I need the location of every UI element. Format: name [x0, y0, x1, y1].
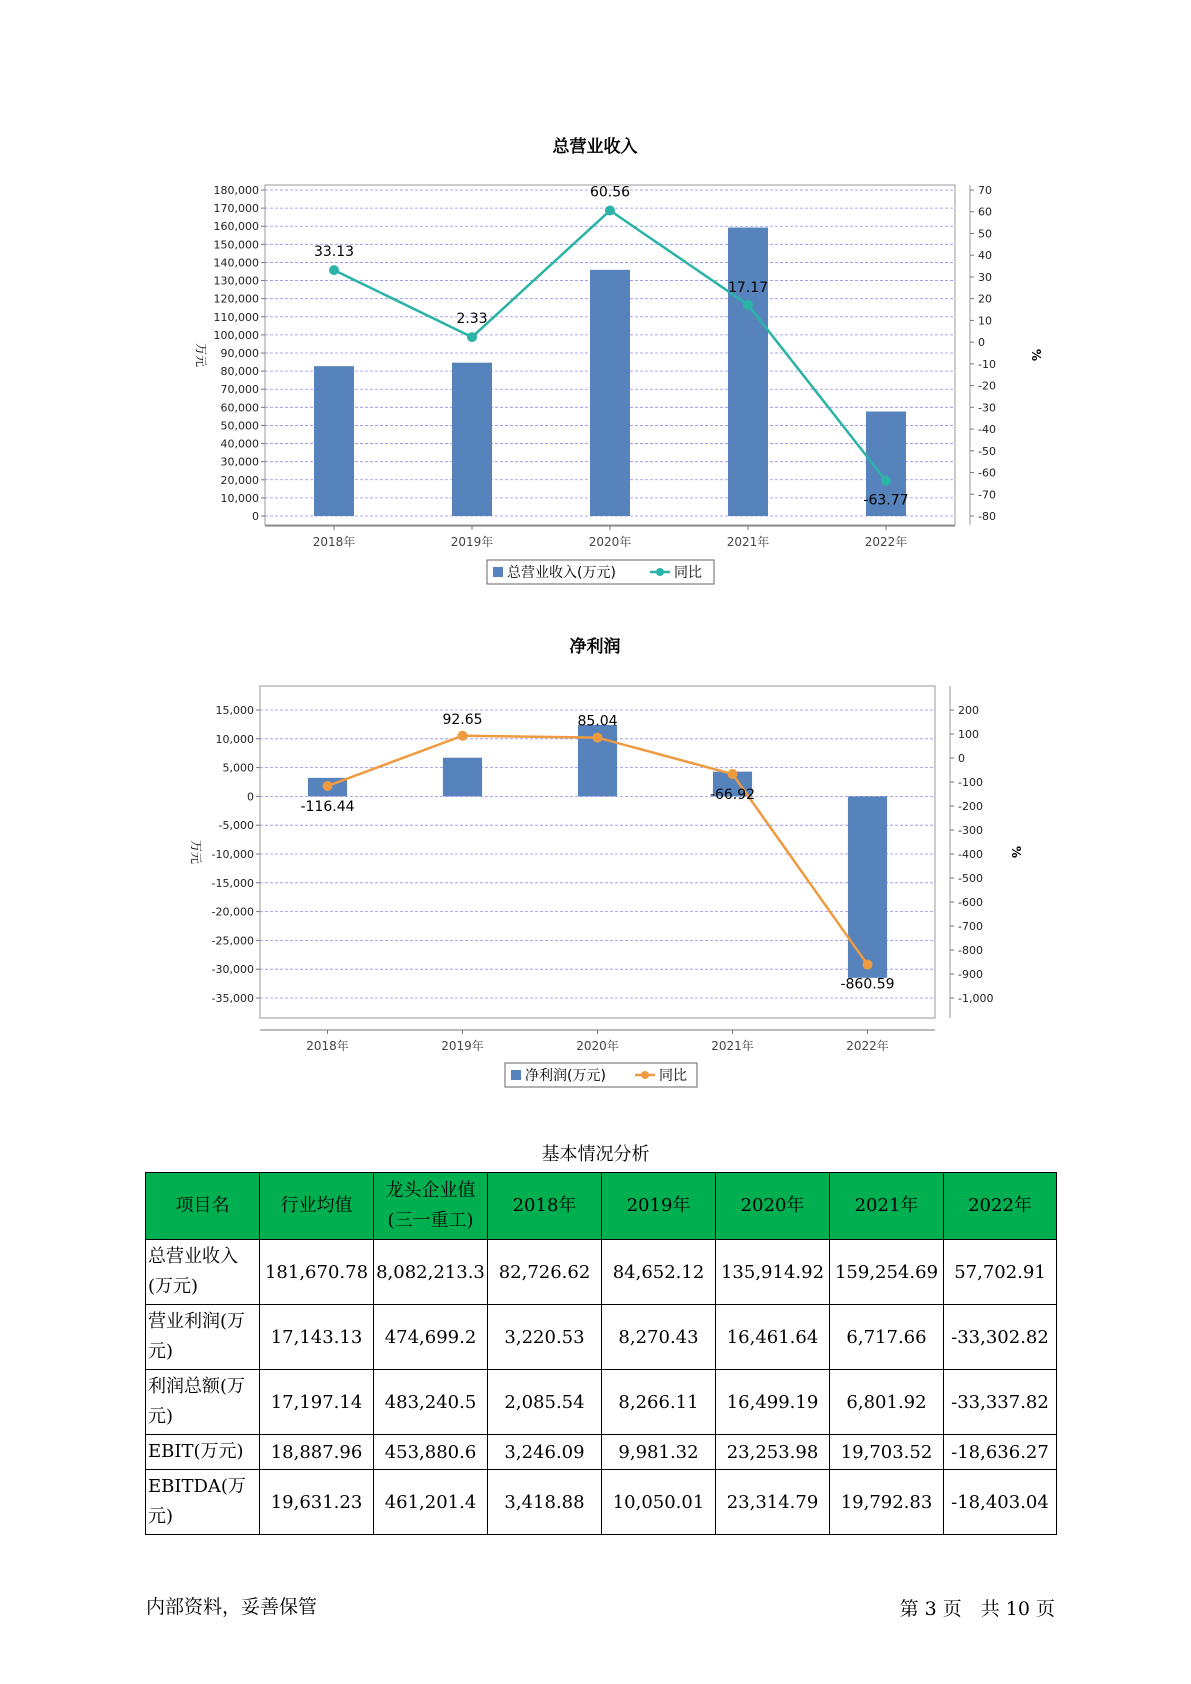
revenue-chart: [0, 130, 1191, 600]
table-cell: 19,703.52: [830, 1435, 944, 1470]
table-cell: -18,636.27: [944, 1435, 1057, 1470]
right-tick-label: 100: [958, 728, 979, 741]
yoy-data-label: 92.65: [442, 711, 483, 728]
table-header-cell: 龙头企业值(三一重工): [374, 1173, 488, 1240]
right-tick-label: -20: [978, 379, 996, 393]
table-row: [146, 1240, 1057, 1305]
yoy-point: [743, 300, 753, 310]
yoy-point: [467, 332, 477, 342]
table-cell: 8,270.43: [602, 1305, 716, 1370]
left-tick-label: -5,000: [218, 819, 254, 833]
legend-line-label: 同比: [659, 1068, 687, 1084]
right-tick-label: 40: [978, 249, 992, 263]
chart-title: 总营业收入: [552, 137, 638, 157]
x-tick-label: 2021年: [711, 1039, 754, 1053]
table-cell: 16,499.19: [716, 1370, 830, 1435]
right-tick-label: -700: [958, 920, 983, 933]
yoy-data-label: 2.33: [456, 311, 488, 328]
table-cell: -33,302.82: [944, 1305, 1057, 1370]
left-tick-label: -20,000: [211, 905, 254, 919]
right-tick-label: -60: [978, 466, 996, 480]
left-tick-label: 170,000: [213, 202, 259, 216]
table-row-name: EBIT(万元): [146, 1435, 260, 1470]
right-tick-label: -30: [978, 401, 996, 415]
table-cell: 23,314.79: [716, 1470, 830, 1535]
x-tick-label: 2019年: [441, 1039, 484, 1053]
right-tick-label: -40: [978, 423, 996, 437]
table-header-cell: 2020年: [716, 1173, 830, 1240]
table-header-row: [146, 1173, 1057, 1240]
analysis-table: [145, 1172, 1057, 1535]
yoy-point: [881, 476, 891, 486]
table-header-cell: 2018年: [488, 1173, 602, 1240]
yoy-data-label: -116.44: [300, 798, 355, 815]
yoy-data-label: 60.56: [589, 184, 631, 201]
left-tick-label: 120,000: [213, 292, 259, 306]
bar: [314, 366, 354, 516]
x-tick-label: 2022年: [864, 535, 908, 549]
right-tick-label: -400: [958, 848, 983, 861]
left-tick-label: 15,000: [215, 704, 254, 717]
left-tick-label: 90,000: [220, 347, 259, 360]
table-row-name: EBITDA(万元): [146, 1470, 260, 1535]
right-tick-label: -50: [978, 444, 996, 458]
left-tick-label: -25,000: [211, 934, 254, 948]
right-tick-label: 70: [978, 184, 992, 197]
right-tick-label: -800: [958, 944, 983, 957]
table-cell: 84,652.12: [602, 1240, 716, 1305]
left-tick-label: -10,000: [211, 848, 254, 861]
table-cell: 6,801.92: [830, 1370, 944, 1435]
bar: [452, 363, 492, 516]
table-cell: 135,914.92: [716, 1240, 830, 1305]
table-cell: 3,246.09: [488, 1435, 602, 1470]
table-body: [146, 1240, 1057, 1535]
yoy-point: [329, 265, 339, 275]
left-tick-label: 150,000: [213, 238, 259, 252]
table-cell: 19,631.23: [260, 1470, 374, 1535]
table-cell: 8,082,213.3: [374, 1240, 488, 1305]
right-tick-label: -1,000: [958, 992, 994, 1005]
left-tick-label: -35,000: [211, 992, 254, 1005]
net-profit-chart-svg: [0, 630, 1191, 1100]
table-cell: 3,418.88: [488, 1470, 602, 1535]
x-tick-label: 2018年: [306, 1039, 349, 1053]
left-tick-label: 180,000: [213, 184, 259, 197]
table-cell: 9,981.32: [602, 1435, 716, 1470]
yoy-point: [323, 781, 333, 791]
right-axis-title: %: [1009, 845, 1023, 859]
table-cell: 18,887.96: [260, 1435, 374, 1470]
legend-bar-label: 总营业收入(万元): [507, 565, 616, 581]
table-row: [146, 1370, 1057, 1435]
table-cell: 6,717.66: [830, 1305, 944, 1370]
left-tick-label: 30,000: [220, 455, 259, 469]
table-row-name: 营业利润(万元): [146, 1305, 260, 1370]
yoy-data-label: 85.04: [577, 713, 618, 730]
yoy-data-label: -66.92: [709, 787, 756, 804]
legend-bar-swatch: [493, 567, 503, 577]
table-header-cell: 项目名: [146, 1173, 260, 1240]
table-cell: 453,880.6: [374, 1435, 488, 1470]
legend-line-label: 同比: [674, 565, 702, 581]
bar: [590, 270, 630, 516]
table-cell: 19,792.83: [830, 1470, 944, 1535]
left-tick-label: 130,000: [213, 274, 259, 288]
table-cell: 16,461.64: [716, 1305, 830, 1370]
left-tick-label: 50,000: [220, 419, 259, 433]
left-tick-label: 5,000: [222, 761, 254, 775]
left-axis-title: 万元: [189, 839, 203, 865]
yoy-point: [728, 769, 738, 779]
left-tick-label: 140,000: [213, 256, 259, 270]
right-tick-label: -80: [978, 510, 996, 523]
right-tick-label: 30: [978, 270, 992, 284]
table-cell: 3,220.53: [488, 1305, 602, 1370]
yoy-point: [593, 733, 603, 743]
right-tick-label: 0: [958, 752, 965, 765]
yoy-data-label: -63.77: [863, 492, 909, 509]
right-tick-label: -300: [958, 824, 983, 837]
table-cell: 461,201.4: [374, 1470, 488, 1535]
yoy-data-label: 33.13: [313, 244, 355, 261]
table-header-cell: 2022年: [944, 1173, 1057, 1240]
revenue-chart-svg: [0, 130, 1191, 600]
yoy-data-label: -860.59: [840, 976, 895, 993]
x-tick-label: 2018年: [312, 535, 356, 549]
x-tick-label: 2020年: [588, 535, 632, 549]
right-tick-label: 10: [978, 314, 992, 328]
table-cell: 474,699.2: [374, 1305, 488, 1370]
legend-bar-label: 净利润(万元): [525, 1068, 606, 1084]
right-tick-label: -10: [978, 357, 996, 371]
footer-confidential-note: 内部资料，妥善保管: [146, 1596, 318, 1618]
table-header-cell: 2021年: [830, 1173, 944, 1240]
table-row-name: 利润总额(万元): [146, 1370, 260, 1435]
left-tick-label: 10,000: [220, 491, 259, 505]
table-row-name: 总营业收入(万元): [146, 1240, 260, 1305]
right-axis-title: %: [1029, 348, 1043, 362]
left-tick-label: 0: [247, 790, 254, 804]
left-tick-label: -30,000: [211, 963, 254, 977]
chart-title: 净利润: [569, 637, 621, 657]
table-cell: 181,670.78: [260, 1240, 374, 1305]
yoy-data-label: 17.17: [727, 279, 769, 296]
yoy-point: [458, 731, 468, 741]
x-tick-label: 2021年: [726, 535, 770, 549]
table-cell: 10,050.01: [602, 1470, 716, 1535]
table-cell: 159,254.69: [830, 1240, 944, 1305]
x-tick-label: 2022年: [846, 1039, 889, 1053]
table-cell: 17,197.14: [260, 1370, 374, 1435]
legend-bar-swatch: [511, 1070, 521, 1080]
right-tick-label: 60: [978, 205, 992, 219]
left-tick-label: 60,000: [220, 401, 259, 415]
legend-line-marker: [641, 1071, 649, 1079]
table-title: 基本情况分析: [541, 1144, 650, 1165]
yoy-point: [863, 960, 873, 970]
right-tick-label: 20: [978, 292, 992, 306]
table-row: [146, 1435, 1057, 1470]
right-tick-label: -200: [958, 800, 983, 813]
left-tick-label: 70,000: [220, 383, 259, 397]
table-header-cell: 行业均值: [260, 1173, 374, 1240]
table-cell: 57,702.91: [944, 1240, 1057, 1305]
left-tick-label: 10,000: [215, 732, 254, 746]
right-tick-label: 200: [958, 704, 979, 717]
right-tick-label: -100: [958, 776, 983, 789]
table-cell: -18,403.04: [944, 1470, 1057, 1535]
table-cell: 23,253.98: [716, 1435, 830, 1470]
left-tick-label: 160,000: [213, 220, 259, 234]
net-profit-chart: [0, 630, 1191, 1100]
bar: [728, 228, 768, 516]
x-tick-label: 2019年: [450, 535, 494, 549]
bar: [443, 758, 482, 797]
table-cell: -33,337.82: [944, 1370, 1057, 1435]
left-tick-label: 0: [252, 510, 259, 523]
left-tick-label: -15,000: [211, 876, 254, 890]
table-header-cell: 2019年: [602, 1173, 716, 1240]
table-cell: 82,726.62: [488, 1240, 602, 1305]
table-row: [146, 1305, 1057, 1370]
legend-line-marker: [656, 568, 664, 576]
footer-page-number: 第 3 页 共 10 页: [899, 1598, 1055, 1620]
left-tick-label: 80,000: [220, 365, 259, 379]
left-tick-label: 100,000: [213, 328, 259, 342]
table-row: [146, 1470, 1057, 1535]
left-tick-label: 20,000: [220, 473, 259, 487]
table-cell: 483,240.5: [374, 1370, 488, 1435]
x-tick-label: 2020年: [576, 1039, 619, 1053]
right-tick-label: -500: [958, 872, 983, 885]
table-cell: 17,143.13: [260, 1305, 374, 1370]
right-tick-label: 50: [978, 227, 992, 241]
left-axis-title: 万元: [194, 342, 208, 368]
bar: [848, 796, 887, 977]
left-tick-label: 110,000: [213, 310, 259, 324]
right-tick-label: 0: [978, 336, 985, 350]
right-tick-label: -600: [958, 896, 983, 909]
right-tick-label: -70: [978, 488, 996, 502]
right-tick-label: -900: [958, 968, 983, 981]
table-cell: 2,085.54: [488, 1370, 602, 1435]
table-cell: 8,266.11: [602, 1370, 716, 1435]
left-tick-label: 40,000: [220, 437, 259, 451]
yoy-point: [605, 206, 615, 216]
